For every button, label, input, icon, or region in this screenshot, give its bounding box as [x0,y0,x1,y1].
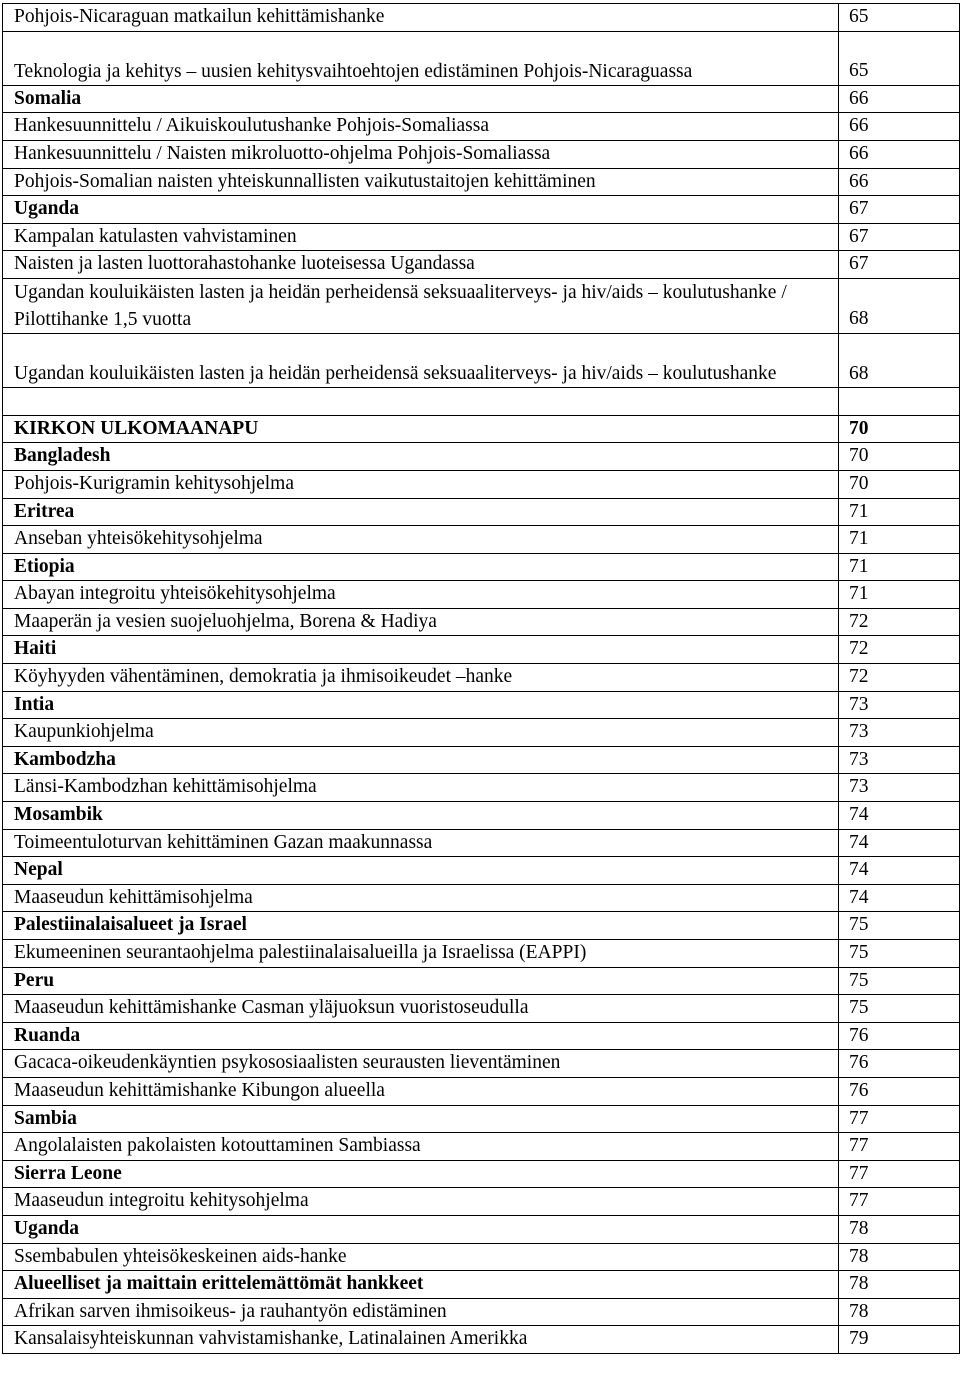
toc-entry-title: Pohjois-Kurigramin kehitysohjelma [3,470,839,498]
toc-row [3,113,960,141]
toc-page-number: 78 [839,1271,960,1299]
toc-section-row [3,443,960,471]
toc-entry-title: Uganda [3,196,839,224]
toc-row [3,1243,960,1271]
toc-page-number: 75 [839,995,960,1023]
toc-section-row [3,1105,960,1133]
toc-section-row [3,1022,960,1050]
toc-row [3,884,960,912]
toc-page-number: 75 [839,940,960,968]
toc-entry-title: Etiopia [3,553,839,581]
toc-entry-title: Pohjois-Nicaraguan matkailun kehittämishanke [3,4,839,32]
toc-page-number: 76 [839,1077,960,1105]
toc-entry-title: Ruanda [3,1022,839,1050]
toc-entry-title: Ugandan kouluikäisten lasten ja heidän perheidensä seksuaaliterveys- ja hiv/aids – koulutushanke / Pilottihanke 1,5 vuotta [3,278,839,333]
toc-entry-title: Maaseudun integroitu kehitysohjelma [3,1188,839,1216]
toc-entry-title: Abayan integroitu yhteisökehitysohjelma [3,581,839,609]
toc-page-number: 78 [839,1215,960,1243]
toc-entry-title: Sambia [3,1105,839,1133]
toc-entry-title: Hankesuunnittelu / Aikuiskoulutushanke Pohjois-Somaliassa [3,113,839,141]
toc-page-number: 76 [839,1050,960,1078]
toc-section-row [3,636,960,664]
toc-page-number: 68 [839,278,960,333]
toc-row [3,774,960,802]
toc-page-number: 72 [839,664,960,692]
toc-row [3,608,960,636]
toc-row [3,995,960,1023]
toc-page-number: 71 [839,581,960,609]
toc-entry-title: Nepal [3,857,839,885]
toc-page-number [839,388,960,416]
toc-page-number: 66 [839,85,960,113]
toc-section-row [3,912,960,940]
toc-page-number: 70 [839,443,960,471]
toc-page-number: 74 [839,857,960,885]
toc-body [3,4,960,1354]
toc-entry-title: Kaupunkiohjelma [3,719,839,747]
toc-page-number: 67 [839,223,960,251]
toc-section-row [3,746,960,774]
toc-section-row [3,498,960,526]
toc-page-number: 73 [839,719,960,747]
toc-section-row [3,1215,960,1243]
toc-page-number: 71 [839,498,960,526]
toc-entry-title: Hankesuunnittelu / Naisten mikroluotto-ohjelma Pohjois-Somaliassa [3,140,839,168]
toc-entry-title: Maaseudun kehittämisohjelma [3,884,839,912]
toc-entry-title: Ssembabulen yhteisökeskeinen aids-hanke [3,1243,839,1271]
toc-page-number: 77 [839,1160,960,1188]
toc-row [3,664,960,692]
toc-entry-title: Palestiinalaisalueet ja Israel [3,912,839,940]
toc-entry-title: KIRKON ULKOMAANAPU [3,415,839,443]
toc-entry-title: Mosambik [3,802,839,830]
toc-row [3,223,960,251]
toc-entry-title: Toimeentuloturvan kehittäminen Gazan maakunnassa [3,829,839,857]
toc-page-number: 78 [839,1298,960,1326]
toc-row [3,1188,960,1216]
toc-entry-title: Somalia [3,85,839,113]
toc-entry-title: Afrikan sarven ihmisoikeus- ja rauhantyön edistäminen [3,1298,839,1326]
toc-page-number: 75 [839,912,960,940]
toc-page-number: 77 [839,1105,960,1133]
toc-page-number: 77 [839,1133,960,1161]
toc-entry-title: Angolalaisten pakolaisten kotouttaminen Sambiassa [3,1133,839,1161]
toc-page-number: 65 [839,4,960,32]
toc-entry-title: Anseban yhteisökehitysohjelma [3,526,839,554]
toc-row [3,1077,960,1105]
toc-entry-title: Sierra Leone [3,1160,839,1188]
toc-section-row [3,691,960,719]
toc-row [3,388,960,416]
toc-row [3,829,960,857]
toc-section-row [3,1160,960,1188]
toc-row [3,333,960,387]
toc-entry-title: Pohjois-Somalian naisten yhteiskunnallisten vaikutustaitojen kehittäminen [3,168,839,196]
toc-entry-title: Teknologia ja kehitys – uusien kehitysvaihtoehtojen edistäminen Pohjois-Nicaraguassa [3,31,839,85]
toc-row [3,31,960,85]
toc-row [3,719,960,747]
toc-row [3,168,960,196]
toc-entry-title: Gacaca-oikeudenkäyntien psykososiaalisten seurausten lieventäminen [3,1050,839,1078]
toc-page-number: 74 [839,884,960,912]
toc-page-number: 67 [839,251,960,279]
toc-section-row [3,1271,960,1299]
toc-row [3,1133,960,1161]
toc-section-row [3,553,960,581]
toc-row [3,526,960,554]
toc-entry-title: Peru [3,967,839,995]
toc-page-number: 72 [839,636,960,664]
toc-row [3,940,960,968]
toc-page-number: 72 [839,608,960,636]
toc-page-number: 77 [839,1188,960,1216]
toc-page-number: 73 [839,774,960,802]
toc-page-number: 73 [839,746,960,774]
toc-page-number: 70 [839,415,960,443]
toc-row [3,581,960,609]
toc-row [3,251,960,279]
toc-page-number: 79 [839,1326,960,1354]
toc-page-number: 66 [839,113,960,141]
toc-page-number: 74 [839,802,960,830]
table-of-contents [2,3,960,1354]
toc-entry-title: Maaperän ja vesien suojeluohjelma, Borena & Hadiya [3,608,839,636]
toc-page-number: 67 [839,196,960,224]
toc-section-row [3,967,960,995]
toc-page-number: 74 [839,829,960,857]
toc-entry-title: Haiti [3,636,839,664]
toc-entry-title: Maaseudun kehittämishanke Casman yläjuoksun vuoristoseudulla [3,995,839,1023]
toc-section-row [3,196,960,224]
toc-entry-title: Alueelliset ja maittain erittelemättömät hankkeet [3,1271,839,1299]
toc-entry-title: Ekumeeninen seurantaohjelma palestiinalaisalueilla ja Israelissa (EAPPI) [3,940,839,968]
toc-page-number: 68 [839,333,960,387]
toc-row [3,1050,960,1078]
toc-section-row [3,802,960,830]
toc-entry-title: Uganda [3,1215,839,1243]
toc-entry-title: Maaseudun kehittämishanke Kibungon alueella [3,1077,839,1105]
toc-row [3,470,960,498]
toc-row [3,140,960,168]
toc-row [3,4,960,32]
toc-page-number: 76 [839,1022,960,1050]
toc-entry-title: Köyhyyden vähentäminen, demokratia ja ihmisoikeudet –hanke [3,664,839,692]
toc-section-row [3,415,960,443]
toc-row [3,278,960,333]
toc-page-number: 78 [839,1243,960,1271]
toc-entry-title: Ugandan kouluikäisten lasten ja heidän perheidensä seksuaaliterveys- ja hiv/aids – koulutushanke [3,333,839,387]
toc-page-number: 65 [839,31,960,85]
toc-entry-title: Intia [3,691,839,719]
toc-page-number: 71 [839,526,960,554]
toc-page-number: 73 [839,691,960,719]
toc-entry-title: Kambodzha [3,746,839,774]
toc-entry-title: Länsi-Kambodzhan kehittämisohjelma [3,774,839,802]
toc-page-number: 71 [839,553,960,581]
toc-row [3,1298,960,1326]
toc-entry-title: Kampalan katulasten vahvistaminen [3,223,839,251]
toc-entry-title: Naisten ja lasten luottorahastohanke luoteisessa Ugandassa [3,251,839,279]
toc-entry-title [3,388,839,416]
toc-row [3,1326,960,1354]
toc-page-number: 70 [839,470,960,498]
toc-page-number: 66 [839,168,960,196]
toc-page-number: 66 [839,140,960,168]
toc-page-number: 75 [839,967,960,995]
toc-entry-title: Bangladesh [3,443,839,471]
toc-entry-title: Eritrea [3,498,839,526]
toc-section-row [3,85,960,113]
toc-section-row [3,857,960,885]
toc-entry-title: Kansalaisyhteiskunnan vahvistamishanke, Latinalainen Amerikka [3,1326,839,1354]
